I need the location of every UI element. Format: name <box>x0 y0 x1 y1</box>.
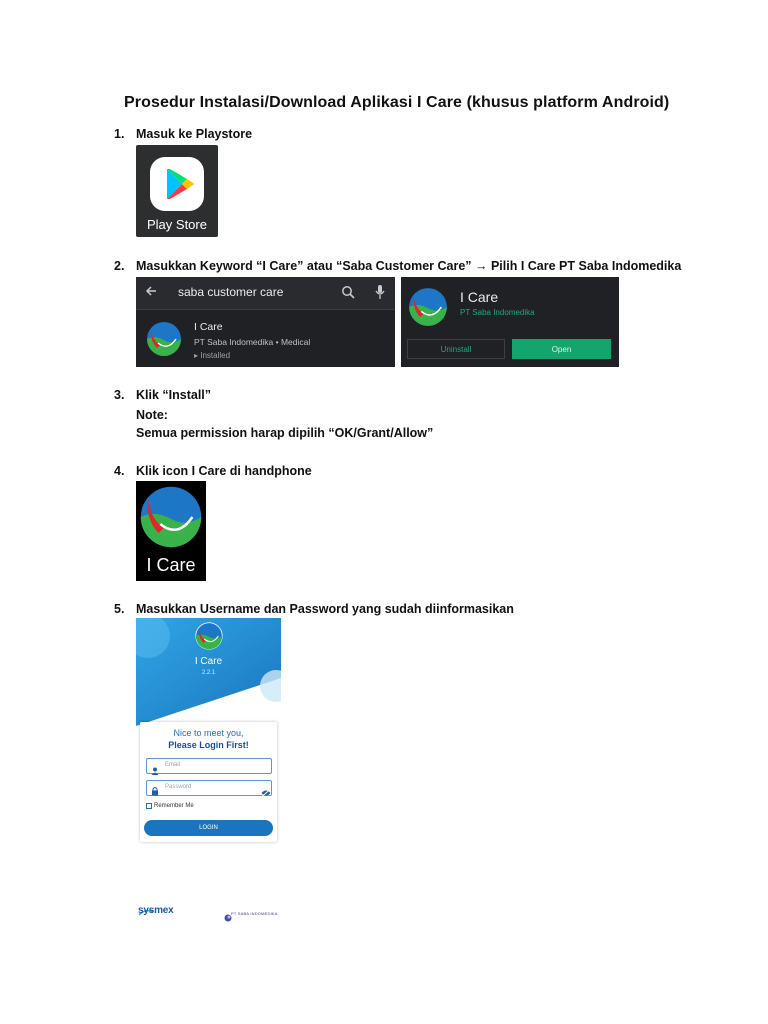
result-app-name[interactable]: I Care <box>194 321 223 333</box>
detail-app-name: I Care <box>460 289 499 305</box>
play-store-label: Play Store <box>147 217 207 232</box>
play-triangle-icon: ▸ <box>194 351 201 360</box>
step-number: 4. <box>114 464 125 478</box>
step-number: 3. <box>114 388 125 402</box>
search-screenshot <box>136 277 395 367</box>
uninstall-button[interactable]: Uninstall <box>407 339 505 359</box>
sysmex-logo: sysmex <box>138 905 174 916</box>
login-screenshot <box>136 618 281 846</box>
search-icon[interactable] <box>341 285 355 304</box>
note-text: Semua permission harap dipilih “OK/Grant/Allow” <box>136 426 434 440</box>
app-detail-screenshot <box>401 277 619 367</box>
result-status-line <box>194 351 230 360</box>
lock-icon <box>151 783 159 801</box>
separator-dot: • <box>275 337 281 347</box>
step-text: Klik “Install” <box>136 388 212 402</box>
step-number: 5. <box>114 602 125 616</box>
playstore-screenshot <box>136 145 218 237</box>
icare-app-icon[interactable] <box>146 321 182 362</box>
microphone-icon[interactable] <box>374 284 386 305</box>
saba-logo: PT SABA INDOMEDIKA <box>231 911 278 916</box>
search-bar[interactable] <box>136 277 395 310</box>
step-number: 1. <box>114 127 125 141</box>
note-label: Note: <box>136 408 168 422</box>
email-field[interactable] <box>146 758 272 774</box>
step-text: Masukkan Username dan Password yang sudah diinformasikan <box>136 602 514 616</box>
eye-off-icon[interactable] <box>261 784 271 802</box>
detail-developer[interactable]: PT Saba Indomedika <box>460 308 535 317</box>
result-developer: PT Saba Indomedika <box>194 337 274 347</box>
result-category: Medical <box>280 337 311 347</box>
page-title: Prosedur Instalasi/Download Aplikasi I Care (khusus platform Android) <box>124 94 670 111</box>
remember-me-label: Remember Me <box>154 803 194 809</box>
open-button[interactable]: Open <box>512 339 611 359</box>
step-text: Masukkan Keyword “I Care” atau “Saba Customer Care” → Pilih I Care PT Saba Indomedika <box>136 259 682 273</box>
login-button[interactable]: LOGIN <box>144 820 273 836</box>
back-arrow-icon[interactable] <box>144 284 158 303</box>
login-greeting: Nice to meet you, <box>173 728 244 738</box>
result-developer-line <box>194 337 310 347</box>
icare-home-icon-screenshot <box>136 481 206 581</box>
remember-me-checkbox[interactable] <box>146 803 152 809</box>
email-placeholder: Email <box>165 762 181 768</box>
step-text: Masuk ke Playstore <box>136 127 253 141</box>
user-icon <box>151 762 159 780</box>
login-prompt: Please Login First! <box>168 740 249 750</box>
search-query[interactable]: saba customer care <box>178 285 284 299</box>
login-card <box>140 722 277 842</box>
icare-app-icon[interactable] <box>139 485 203 554</box>
login-app-version: 2.2.1 <box>201 670 216 676</box>
password-field[interactable] <box>146 780 272 796</box>
step-number: 2. <box>114 259 125 273</box>
login-app-name: I Care <box>194 656 223 667</box>
result-status: Installed <box>200 351 231 360</box>
play-store-icon <box>150 157 204 211</box>
step-text: Klik icon I Care di handphone <box>136 464 312 478</box>
icare-icon-label: I Care <box>146 555 196 575</box>
icare-app-icon <box>195 622 223 655</box>
icare-app-icon <box>408 287 448 332</box>
password-placeholder: Password <box>165 784 192 790</box>
